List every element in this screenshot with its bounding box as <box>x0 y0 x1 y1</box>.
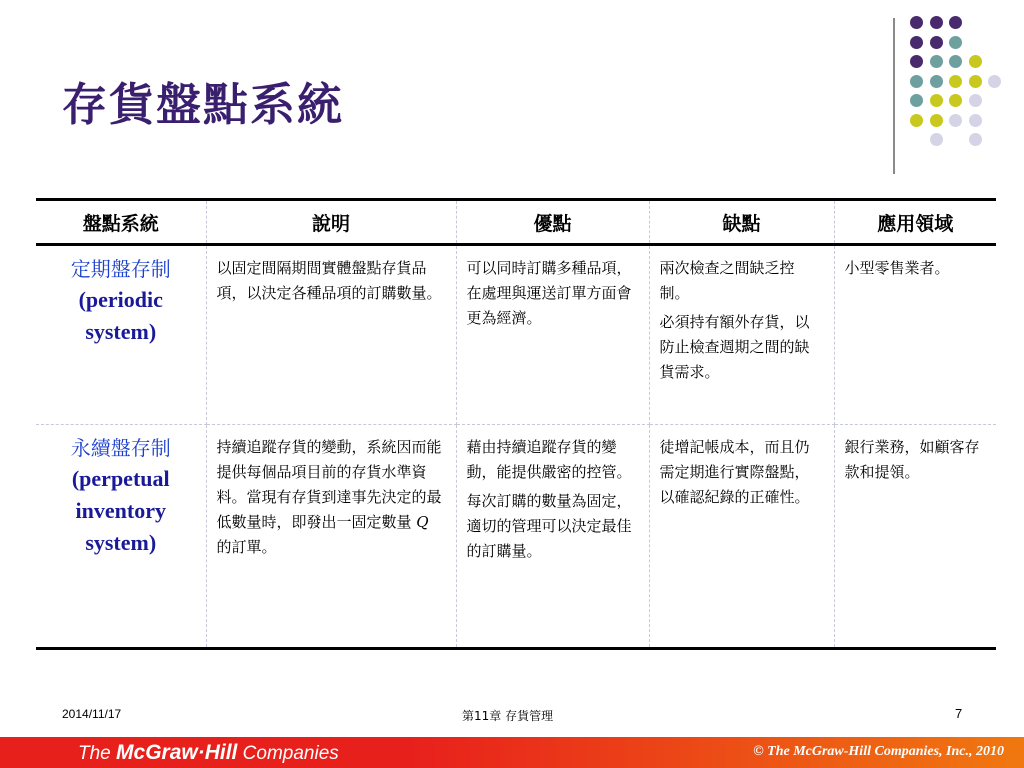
decor-dot <box>949 114 962 127</box>
decor-dot <box>949 75 962 88</box>
decor-dot <box>930 94 943 107</box>
header-cell: 盤點系統 <box>36 200 206 245</box>
decor-dot <box>910 55 923 68</box>
header-cell: 應用領域 <box>834 200 996 245</box>
logo-prefix: The <box>78 743 111 764</box>
advantage-text: 每次訂購的數量為固定，適切的管理可以決定最佳的訂購量。 <box>466 492 632 560</box>
table-row <box>36 245 996 425</box>
quantity-variable: Q <box>416 513 429 531</box>
description-text: 持續追蹤存貨的變動，系統因而能提供每個品項目前的存貨水準資料。當現有存貨到達事先決定的最低數量時，即發出一固定數量 Q 的訂單。 <box>216 438 442 556</box>
advantage-text: 藉由持續追蹤存貨的變動，能提供嚴密的控管。 <box>466 438 632 481</box>
decor-dot <box>910 36 923 49</box>
page-title: 存貨盤點系統 <box>62 78 345 131</box>
footer-date: 2014/11/17 <box>62 707 122 721</box>
decor-dot <box>969 133 982 146</box>
system-name-en: (perpetual inventory system) <box>71 466 170 555</box>
disadvantages-cell <box>649 245 834 425</box>
page-number: 7 <box>955 706 963 721</box>
decor-dot <box>930 114 943 127</box>
header-cell: 說明 <box>206 200 456 245</box>
decor-dot <box>949 55 962 68</box>
decor-dot <box>930 36 943 49</box>
decor-dot <box>969 94 982 107</box>
mcgraw-hill-logo <box>78 741 339 765</box>
decor-dot <box>930 133 943 146</box>
decor-dot <box>910 16 923 29</box>
decor-dot <box>910 94 923 107</box>
description-cell <box>206 425 456 649</box>
decor-dot <box>949 36 962 49</box>
application-text: 小型零售業者。 <box>844 259 950 277</box>
disadvantages-cell <box>649 425 834 649</box>
logo-brand: McGraw·Hill <box>116 741 238 764</box>
copyright-text: © The McGraw-Hill Companies, Inc., 2010 <box>753 744 1004 759</box>
decor-divider <box>893 18 895 174</box>
header-cell: 優點 <box>456 200 649 245</box>
system-name-zh: 永續盤存制 <box>70 436 171 460</box>
decor-dot <box>930 55 943 68</box>
decor-dot <box>930 16 943 29</box>
decor-dot <box>969 75 982 88</box>
system-cell <box>36 425 206 649</box>
decor-dot <box>949 16 962 29</box>
decor-dot <box>910 75 923 88</box>
description-cell <box>206 245 456 425</box>
header-cell: 缺點 <box>649 200 834 245</box>
system-name-en: (periodic system) <box>78 287 163 344</box>
logo-suffix: Companies <box>242 743 339 764</box>
disadvantage-text: 必須持有額外存貨，以防止檢查週期之間的缺貨需求。 <box>659 313 810 381</box>
footer-chapter: 第11章 存貨管理 <box>462 709 554 723</box>
description-text: 以固定間隔期間實體盤點存貨品項，以決定各種品項的訂購數量。 <box>216 259 442 302</box>
advantages-cell <box>456 425 649 649</box>
system-name-zh: 定期盤存制 <box>70 257 171 281</box>
decor-dot <box>969 114 982 127</box>
table-row <box>36 425 996 649</box>
decor-dot-grid <box>910 16 1020 166</box>
decor-dot <box>910 114 923 127</box>
application-cell <box>834 245 996 425</box>
decor-dot <box>949 94 962 107</box>
decor-dot <box>969 55 982 68</box>
application-text: 銀行業務，如顧客存款和提領。 <box>844 438 980 481</box>
disadvantage-text: 徒增記帳成本，而且仍需定期進行實際盤點，以確認紀錄的正確性。 <box>659 438 810 506</box>
decor-dot <box>988 75 1001 88</box>
advantages-cell <box>456 245 649 425</box>
advantage-text: 可以同時訂購多種品項，在處理與運送訂單方面會更為經濟。 <box>466 259 632 327</box>
system-cell <box>36 245 206 425</box>
inventory-systems-table <box>36 198 996 650</box>
application-cell <box>834 425 996 649</box>
disadvantage-text: 兩次檢查之間缺乏控制。 <box>659 259 795 302</box>
decor-dot <box>930 75 943 88</box>
table-header-row <box>36 200 996 245</box>
